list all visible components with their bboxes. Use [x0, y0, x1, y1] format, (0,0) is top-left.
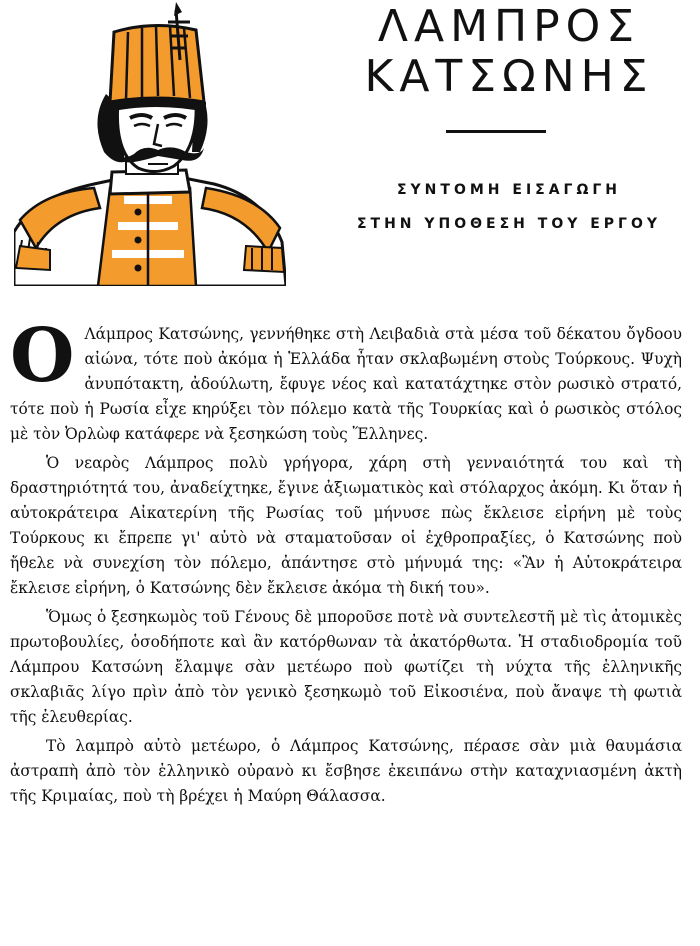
portrait-illustration: [14, 2, 286, 286]
title-line-2: ΚΑΤΣΩΝΗΣ: [364, 51, 654, 102]
title-divider: [446, 130, 546, 133]
drop-cap: Ο: [10, 313, 75, 399]
subtitle-line-2: ΣΤΗΝ ΥΠΟΘΕΣΗ ΤΟΥ ΕΡΓΟΥ: [356, 216, 662, 232]
paragraph-3: Ὅμως ὁ ξεσηκωμὸς τοῦ Γένους δὲ μποροῦσε ποτὲ νὰ συντελεστῆ μὲ τὶς ἀτομικὲς πρωτοβουλίες, ὁσοδήποτε καὶ ἂν κατόρθωναν τὰ ἀκατόρθωτα. Ἡ σταδιοδρομία τοῦ Λάμπρου Κατσώνη ἔλαμψε σὰν μετέωρο ποὺ φωτίζει τὴ νύχτα τῆς ἑλληνικῆς σκλαβιᾶς λίγο πρὶν ἀπὸ τὸν γενικὸ ξεσηκωμὸ τοῦ Εἰκοσιένα, ποὺ ἄναψε τὴ φωτιὰ τῆς ἐλευθερίας.: [10, 608, 682, 726]
title-line-1: ΛΑΜΠΡΟΣ: [377, 1, 641, 52]
paragraph-4: Τὸ λαμπρὸ αὐτὸ μετέωρο, ὁ Λάμπρος Κατσώνης, πέρασε σὰν μιὰ θαυμάσια ἀστραπὴ ἀπὸ τὸν ἑλληνικὸ οὐρανὸ κι ἔσβησε ἐκειπάνω στὴν καταχνιασμένη ἀκτὴ τῆς Κριμαίας, ποὺ τὴ βρέχει ἡ Μαύρη Θάλασσα.: [10, 737, 682, 805]
paragraph-2: Ὁ νεαρὸς Λάμπρος πολὺ γρήγορα, χάρη στὴ γενναιότητά του καὶ τὴ δραστηριότητά του, ἀναδείχτηκε, ἔγινε ἀξιωματικὸς καὶ στόλαρχος ἀκόμη. Κι ὅταν ἡ αὐτοκράτειρα Αἰκατερίνη τῆς Ρωσίας τοῦ μήνυσε πὼς ἔκλεισε εἰρήνη μὲ τοὺς Τούρκους κι ἔπρεπε γι' αὐτὸ νὰ σταματοῦσαν οἱ ἐχθροπραξίες, ὁ Κατσώνης ποὺ ἤθελε νὰ συνεχίση τὸν πόλεμο, ἀπάντησε στὸ μήνυμά της: «Ἂν ἡ Αὐτοκράτειρα ἔκλεισε εἰρήνη, ὁ Κατσώνης δὲν ἔκλεισε ἀκόμα τὴ δική του».: [10, 454, 682, 597]
paragraph-1-text: Λάμπρος Κατσώνης, γεννήθηκε στὴ Λειβαδιὰ στὰ μέσα τοῦ δέκατου ὄγδοου αἰώνα, τότε ποὺ ἀκόμα ἡ Ἑλλάδα ἦταν σκλαβωμένη στοὺς Τούρκους. Ψυχὴ ἀνυπότακτη, ἀδούλωτη, ἔφυγε νέος καὶ κατατάχτηκε στὸν ρωσικὸ στρατό, τότε ποὺ ἡ Ρωσία εἶχε κηρύξει τὸν πόλεμο κατὰ τῆς Τουρκίας καὶ ὁ ρωσικὸς στόλος μὲ τὸν Ὀρλὼφ κατάφερε νὰ ξεσηκώση τοὺς Ἕλληνες.: [10, 325, 682, 443]
subtitle-line-1: ΣΥΝΤΟΜΗ ΕΙΣΑΓΩΓΗ: [396, 182, 622, 198]
paragraph-1: [10, 313, 682, 447]
article-body: [10, 313, 682, 809]
